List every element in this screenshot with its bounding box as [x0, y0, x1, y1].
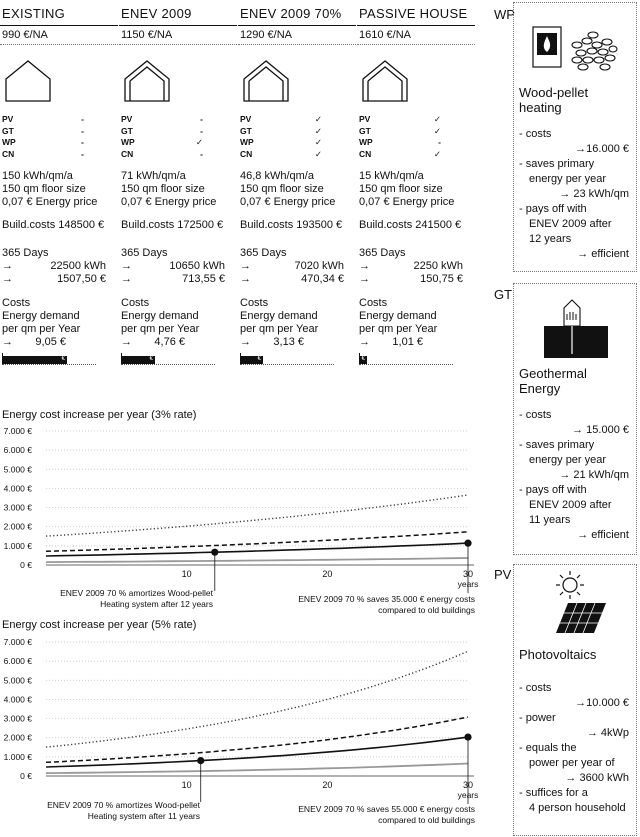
costs-label-2: Energy demand — [240, 310, 318, 322]
build-costs: Build.costs 172500 € — [121, 219, 224, 231]
days-label: 365 Days — [121, 247, 168, 259]
arrow-icon: → — [2, 260, 13, 272]
system-code: PV — [121, 114, 133, 124]
x-tick-label: 20 — [322, 569, 333, 579]
panel-line: →10.000 € — [575, 697, 629, 709]
chart-2-note-left — [18, 800, 200, 822]
kwh-row — [119, 260, 231, 273]
x-tick-label: 10 — [181, 780, 192, 790]
build-costs: Build.costs 241500 € — [359, 219, 462, 231]
euro-per-year: 150,75 € — [420, 273, 463, 285]
kwh-per-year: 2250 kWh — [413, 260, 463, 272]
systems-list — [0, 114, 118, 160]
y-tick-label: 0 € — [20, 771, 32, 781]
cost-row — [357, 336, 429, 349]
system-code: GT — [240, 125, 252, 136]
cost-per-qm: 1,01 € — [392, 336, 423, 348]
system-row-gt — [119, 126, 203, 138]
system-code: GT — [121, 125, 133, 136]
systems-list — [357, 114, 475, 160]
panel-line: - costs — [519, 409, 552, 421]
series-line-existing — [46, 495, 468, 536]
panel-line: → efficient — [577, 248, 629, 260]
building-column-4 — [357, 0, 475, 365]
cost-bar — [240, 353, 334, 365]
panel-line: 11 years — [529, 514, 571, 526]
arrow-icon: → — [121, 273, 132, 285]
chart-1-note-left-l2: Heating system after 12 years — [100, 599, 213, 609]
days-label: 365 Days — [240, 247, 287, 259]
system-row-pv — [0, 114, 84, 126]
energy-price: 0,07 € Energy price — [359, 196, 455, 208]
system-absent: - — [81, 148, 84, 159]
panel-line: → 23 kWh/qm — [559, 188, 629, 200]
house-icon — [361, 59, 409, 103]
series-line-enev-2009-70- — [46, 737, 468, 767]
panel-photovoltaics-title — [514, 647, 596, 662]
x-tick-label: 20 — [322, 780, 333, 790]
panel-wood-pellet-list — [514, 127, 637, 262]
panel-wood-pellet-title — [514, 85, 588, 115]
x-axis-label: years — [457, 579, 479, 589]
price-per-area: 1610 €/NA — [357, 26, 475, 45]
energy-price: 0,07 € Energy price — [240, 196, 336, 208]
y-tick-label: 4.000 € — [3, 694, 32, 705]
chart-1-note-left — [32, 588, 213, 610]
panel-line: ENEV 2009 after — [529, 218, 612, 230]
column-title: PASSIVE HOUSE — [357, 0, 475, 26]
price-per-area: 1290 €/NA — [238, 26, 356, 45]
series-line-enev-2009-70- — [46, 543, 468, 556]
y-tick-label: 5.000 € — [3, 464, 32, 475]
chart-2-note-left-l1: ENEV 2009 70 % amortizes Wood-pellet — [47, 800, 200, 810]
panel-title-l2: Energy — [519, 381, 561, 396]
system-row-gt — [357, 126, 441, 138]
panel-line: 12 years — [529, 233, 572, 245]
system-code: GT — [2, 125, 14, 136]
marker-dot — [464, 540, 471, 547]
series-line-enev-2009 — [46, 532, 468, 552]
kwh-per-year: 10650 kWh — [169, 260, 225, 272]
panel-line: - saves primary — [519, 439, 595, 451]
chart-2-title: Energy cost increase per year (5% rate) — [2, 619, 197, 631]
panel-photovoltaics — [513, 564, 637, 836]
system-code: PV — [2, 114, 14, 124]
eur-row — [119, 273, 231, 286]
panel-geothermal — [513, 283, 637, 555]
energy-price: 0,07 € Energy price — [2, 196, 98, 208]
chart-1-note-right — [262, 594, 475, 616]
euro-per-year: 1507,50 € — [57, 273, 106, 285]
cost-bar-fill: € — [359, 356, 367, 364]
building-column-3 — [238, 0, 356, 365]
system-absent: - — [81, 114, 84, 124]
kwh-row — [357, 260, 469, 273]
costs-label: Costs — [240, 297, 269, 309]
y-tick-label: 5.000 € — [3, 675, 32, 686]
cost-bar-fill: € — [121, 356, 155, 364]
checkmark-icon: ✓ — [314, 114, 322, 124]
house-icon — [4, 59, 52, 103]
checkmark-icon: ✓ — [314, 137, 322, 147]
chart-2-note-right-l1: ENEV 2009 70 % saves 55.000 € energy costs — [298, 804, 475, 814]
eur-row — [238, 273, 350, 286]
panel-wood-pellet — [513, 2, 637, 272]
panel-pv-tag: PV — [494, 567, 512, 582]
panel-line: - pays off with — [519, 203, 587, 215]
euro-per-year: 713,55 € — [182, 273, 225, 285]
y-tick-label: 4.000 € — [3, 483, 32, 494]
panel-line: → 15.000 € — [572, 424, 629, 436]
arrow-icon: → — [121, 260, 132, 272]
eur-row — [357, 273, 469, 286]
arrow-icon: → — [121, 336, 132, 348]
panel-line: → 4kWp — [586, 727, 629, 739]
chart-1-title: Energy cost increase per year (3% rate) — [2, 409, 197, 421]
chart-1-note-left-l1: ENEV 2009 70 % amortizes Wood-pellet — [60, 588, 213, 598]
energy-demand: 15 kWh/qm/a — [359, 170, 424, 182]
system-row-cn — [119, 149, 203, 161]
kwh-row — [238, 260, 350, 273]
days-label: 365 Days — [359, 247, 406, 259]
house-icon — [242, 59, 290, 103]
chart-1-note-right-l2: compared to old buildings — [378, 605, 475, 615]
cost-bar-fill: € — [240, 356, 263, 364]
column-title: ENEV 2009 70% — [238, 0, 356, 26]
y-tick-label: 2.000 € — [3, 732, 32, 743]
panel-line: → 21 kWh/qm — [559, 469, 629, 481]
systems-list — [238, 114, 356, 160]
cost-bar — [121, 353, 215, 365]
marker-dot — [197, 757, 204, 764]
system-code: CN — [240, 148, 253, 159]
panel-line: ENEV 2009 after — [529, 499, 612, 511]
system-absent: - — [438, 137, 441, 147]
y-tick-label: 3.000 € — [3, 713, 32, 724]
arrow-icon: → — [2, 273, 13, 285]
panel-photovoltaics-list — [514, 681, 637, 816]
floor-size: 150 qm floor size — [359, 183, 443, 195]
kwh-row — [0, 260, 112, 273]
system-absent: - — [81, 137, 84, 147]
chart-2-note-left-l2: Heating system after 11 years — [87, 811, 200, 821]
chart-2-note-right — [262, 804, 475, 826]
panel-title-l1: Geothermal — [519, 366, 587, 381]
cost-row — [0, 336, 72, 349]
checkmark-icon: ✓ — [314, 148, 322, 159]
column-title: EXISTING — [0, 0, 118, 26]
x-tick-label: 30 — [462, 780, 474, 790]
house-icon — [123, 59, 171, 103]
system-code: GT — [359, 125, 371, 136]
floor-size: 150 qm floor size — [240, 183, 324, 195]
system-code: CN — [2, 148, 15, 159]
panel-line: → 3600 kWh — [565, 772, 629, 784]
price-per-area: 990 €/NA — [0, 26, 118, 45]
y-tick-label: 3.000 € — [3, 502, 32, 513]
arrow-icon: → — [240, 273, 251, 285]
system-row-pv — [357, 114, 441, 126]
kwh-per-year: 22500 kWh — [50, 260, 106, 272]
system-code: PV — [359, 114, 371, 124]
system-row-cn — [357, 149, 441, 161]
eur-row — [0, 273, 112, 286]
panel-line: - power — [519, 712, 556, 724]
series-line-enev-2009 — [46, 717, 468, 762]
system-absent: - — [200, 148, 203, 159]
euro-per-year: 470,34 € — [301, 273, 344, 285]
checkmark-icon: ✓ — [433, 114, 441, 124]
checkmark-icon: ✓ — [433, 125, 441, 136]
building-column-1 — [0, 0, 118, 365]
system-absent: - — [200, 125, 203, 136]
panel-line: → efficient — [577, 529, 629, 541]
cost-row — [238, 336, 310, 349]
energy-demand: 46,8 kWh/qm/a — [240, 170, 314, 182]
series-line-passive-house — [46, 558, 468, 562]
cost-bar — [359, 353, 453, 365]
x-tick-label: 10 — [181, 569, 192, 579]
costs-label: Costs — [121, 297, 150, 309]
arrow-icon: → — [240, 260, 251, 272]
system-code: WP — [121, 137, 135, 147]
panel-geothermal-title — [514, 366, 587, 396]
system-row-cn — [0, 149, 84, 161]
system-row-wp — [0, 137, 84, 149]
costs-label: Costs — [359, 297, 388, 309]
build-costs: Build.costs 193500 € — [240, 219, 343, 231]
checkmark-icon: ✓ — [195, 137, 203, 147]
panel-line: - saves primary — [519, 158, 595, 170]
costs-label-2: Energy demand — [2, 310, 80, 322]
system-row-wp — [357, 137, 441, 149]
panel-wp-tag: WP — [494, 7, 515, 22]
chart-1-note-right-l1: ENEV 2009 70 % saves 35.000 € energy costs — [298, 594, 475, 604]
system-code: PV — [240, 114, 252, 124]
chart-1 — [0, 423, 480, 593]
x-tick-label: 30 — [462, 569, 474, 579]
kwh-per-year: 7020 kWh — [294, 260, 344, 272]
arrow-icon: → — [2, 336, 13, 348]
price-per-area: 1150 €/NA — [119, 26, 237, 45]
floor-size: 150 qm floor size — [121, 183, 205, 195]
y-tick-label: 7.000 € — [3, 426, 32, 436]
cost-row — [119, 336, 191, 349]
build-costs: Build.costs 148500 € — [2, 219, 105, 231]
cost-per-qm: 3,13 € — [273, 336, 304, 348]
cost-per-qm: 9,05 € — [35, 336, 66, 348]
arrow-icon: → — [359, 273, 370, 285]
y-tick-label: 1.000 € — [3, 751, 32, 762]
arrow-icon: → — [240, 336, 251, 348]
arrow-icon: → — [359, 336, 370, 348]
system-row-gt — [0, 126, 84, 138]
energy-demand: 71 kWh/qm/a — [121, 170, 186, 182]
panel-gt-tag: GT — [494, 287, 513, 302]
system-row-wp — [119, 137, 203, 149]
energy-demand: 150 kWh/qm/a — [2, 170, 73, 182]
costs-label-3: per qm per Year — [240, 323, 319, 335]
panel-line: energy per year — [529, 173, 607, 185]
energy-price: 0,07 € Energy price — [121, 196, 217, 208]
costs-label-2: Energy demand — [121, 310, 199, 322]
system-row-wp — [238, 137, 322, 149]
y-tick-label: 0 € — [20, 560, 32, 570]
photovoltaics-icon — [548, 569, 608, 635]
panel-line: 4 person household — [529, 802, 626, 814]
checkmark-icon: ✓ — [433, 148, 441, 159]
panel-line: - costs — [519, 128, 552, 140]
costs-label: Costs — [2, 297, 31, 309]
panel-title-l1: Wood-pellet — [519, 85, 589, 100]
system-absent: - — [200, 114, 203, 124]
checkmark-icon: ✓ — [314, 125, 322, 136]
y-tick-label: 2.000 € — [3, 521, 32, 532]
system-row-pv — [238, 114, 322, 126]
system-row-cn — [238, 149, 322, 161]
wood-pellet-icon — [521, 25, 621, 77]
marker-dot — [464, 733, 471, 740]
costs-label-3: per qm per Year — [2, 323, 81, 335]
system-absent: - — [81, 125, 84, 136]
arrow-icon: → — [359, 260, 370, 272]
system-code: CN — [359, 148, 372, 159]
geothermal-icon — [544, 298, 608, 358]
system-row-gt — [238, 126, 322, 138]
cost-bar-fill: € — [2, 356, 67, 364]
panel-line: - equals the — [519, 742, 577, 754]
costs-label-3: per qm per Year — [121, 323, 200, 335]
system-code: WP — [359, 137, 373, 147]
panel-line: energy per year — [529, 454, 607, 466]
panel-line: →16.000 € — [575, 143, 629, 155]
marker-dot — [211, 549, 218, 556]
panel-title-l1: Photovoltaics — [519, 647, 597, 662]
y-tick-label: 7.000 € — [3, 637, 32, 647]
cost-bar — [2, 353, 96, 365]
chart-2 — [0, 634, 480, 804]
system-code: CN — [121, 148, 134, 159]
y-tick-label: 6.000 € — [3, 656, 32, 667]
panel-title-l2: heating — [519, 100, 562, 115]
x-axis-label: years — [457, 790, 479, 800]
system-code: WP — [240, 137, 254, 147]
system-code: WP — [2, 137, 16, 147]
floor-size: 150 qm floor size — [2, 183, 86, 195]
column-title: ENEV 2009 — [119, 0, 237, 26]
panel-line: - pays off with — [519, 484, 587, 496]
systems-list — [119, 114, 237, 160]
costs-label-2: Energy demand — [359, 310, 437, 322]
y-tick-label: 1.000 € — [3, 540, 32, 551]
costs-label-3: per qm per Year — [359, 323, 438, 335]
chart-2-note-right-l2: compared to old buildings — [378, 815, 475, 825]
panel-geothermal-list — [514, 408, 637, 543]
panel-line: - costs — [519, 682, 552, 694]
system-row-pv — [119, 114, 203, 126]
building-column-2 — [119, 0, 237, 365]
cost-per-qm: 4,76 € — [154, 336, 185, 348]
panel-line: power per year of — [529, 757, 615, 769]
panel-line: - suffices for a — [519, 787, 588, 799]
days-label: 365 Days — [2, 247, 49, 259]
y-tick-label: 6.000 € — [3, 445, 32, 456]
